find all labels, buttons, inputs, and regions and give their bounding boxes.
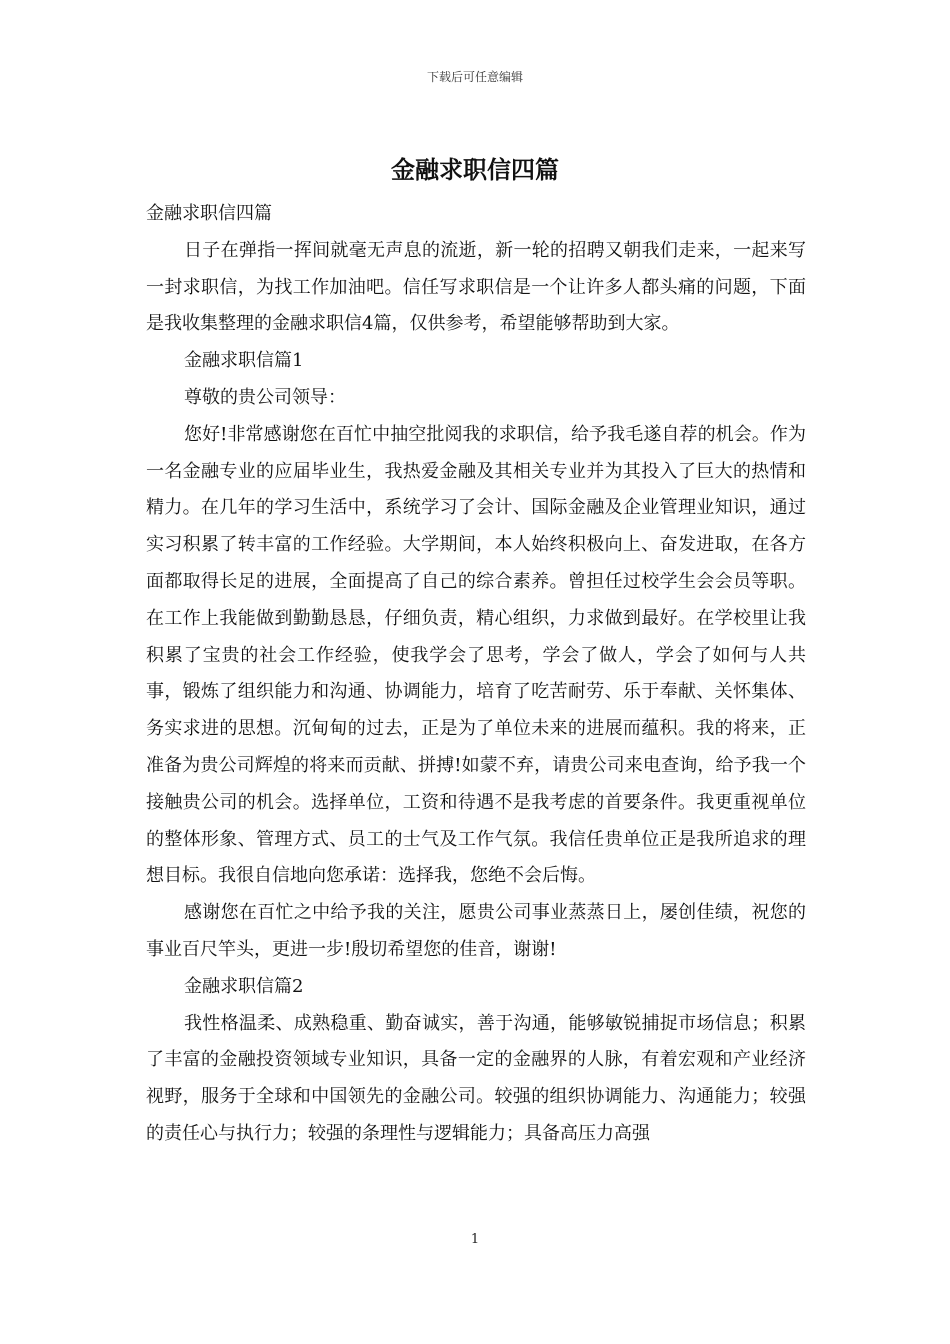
subtitle-paragraph: 金融求职信四篇 bbox=[146, 203, 272, 224]
salutation-paragraph: 尊敬的贵公司领导： bbox=[184, 386, 346, 408]
letter-1-closing-paragraph: 感谢您在百忙之中给予我的关注，愿贵公司事业蒸蒸日上，屡创佳绩，祝您的事业百尺竿头，更进一步!殷切希望您的佳音，谢谢! bbox=[146, 902, 806, 960]
letter-2-body-paragraph: 我性格温柔、成熟稳重、勤奋诚实，善于沟通，能够敏锐捕捉市场信息；积累了丰富的金融投资领域专业知识，具备一定的金融界的人脉，有着宏观和产业经济视野，服务于全球和中国领先的金融公司。较强的组织协调能力、沟通能力；较强的责任心与执行力；较强的条理性与逻辑能力；具备高压力高强 bbox=[146, 1012, 806, 1144]
header-note: 下载后可任意编辑 bbox=[426, 70, 523, 84]
document-title: 金融求职信四篇 bbox=[391, 155, 559, 184]
letter-1-body-paragraph: 您好!非常感谢您在百忙中抽空批阅我的求职信，给予我毛遂自荐的机会。作为一名金融专业的应届毕业生，我热爱金融及其相关专业并为其投入了巨大的热情和精力。在几年的学习生活中，系统学习了会计、国际金融及企业管理业知识，通过实习积累了转丰富的工作经验。大学期间，本人始终积极向上、奋发进取，在各方面都取得长足的进展，全面提高了自己的综合素养。曾担任过校学生会会员等职。在工作上我能做到勤勤恳恳，仔细负责，精心组织，力求做到最好。在学校里让我积累了宝贵的社会工作经验，使我学会了思考，学会了做人，学会了如何与人共事，锻炼了组织能力和沟通、协调能力，培育了吃苦耐劳、乐于奉献、关怀集体、务实求进的思想。沉甸甸的过去，正是为了单位未来的进展而蕴积。我的将来，正准备为贵公司辉煌的将来而贡献、拼搏!如蒙不弃，请贵公司来电查询，给予我一个接触贵公司的机会。选择单位，工资和待遇不是我考虑的首要条件。我更重视单位的整体形象、管理方式、员工的士气及工作气氛。我信任贵单位正是我所追求的理想目标。我很自信地向您承诺：选择我，您绝不会后悔。 bbox=[146, 423, 806, 887]
document-body bbox=[146, 196, 806, 1153]
page-number: 1 bbox=[470, 1232, 480, 1247]
intro-paragraph: 日子在弹指一挥间就毫无声息的流逝，新一轮的招聘又朝我们走来，一起来写一封求职信，为找工作加油吧。信任写求职信是一个让许多人都头痛的问题，下面是我收集整理的金融求职信4篇，仅供参考，希望能够帮助到大家。 bbox=[146, 239, 806, 335]
section-heading-letter-1: 金融求职信篇1 bbox=[184, 350, 304, 372]
section-heading-letter-2: 金融求职信篇2 bbox=[184, 975, 304, 997]
